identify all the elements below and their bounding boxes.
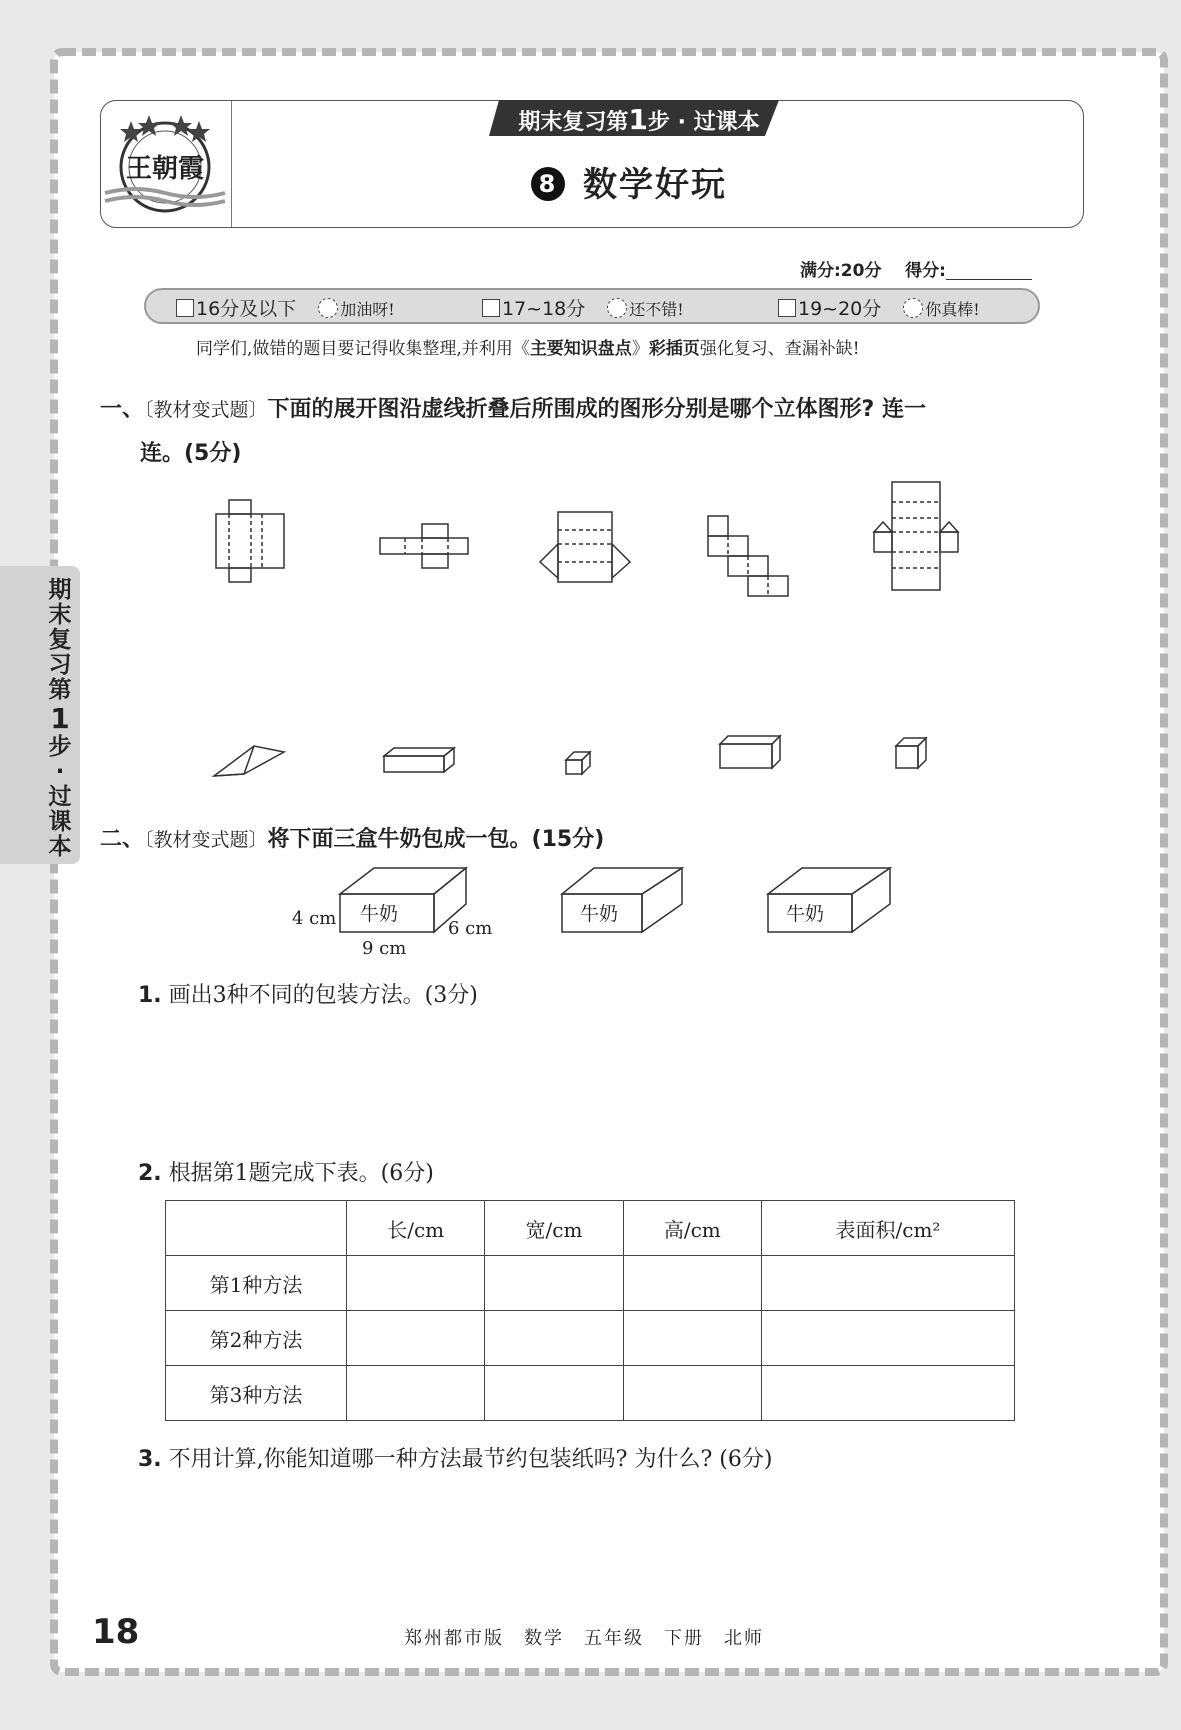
net-5 (874, 482, 958, 590)
milk-box-2 (562, 868, 682, 932)
nets-and-solids (200, 478, 1000, 798)
net-2 (380, 524, 468, 568)
step-banner-text: 期末复习第1步 · 过课本 (518, 103, 760, 136)
smile-icon (607, 298, 627, 318)
grade-item: 19~20分 你真棒! (778, 294, 980, 321)
svg-text:9 cm: 9 cm (362, 938, 407, 959)
svg-text:牛奶: 牛奶 (786, 903, 825, 925)
score-blank[interactable] (946, 261, 1032, 280)
svg-text:6 cm: 6 cm (448, 918, 493, 939)
milk-box-1 (292, 868, 492, 959)
grade-item: 16分及以下 加油呀! (176, 294, 395, 321)
table-row: 第3种方法 (166, 1366, 1015, 1421)
solid-triangular-prism (214, 746, 284, 776)
seal-logo-icon (101, 101, 231, 227)
sub-question-1: 1. 画出3种不同的包装方法。(3分) (138, 983, 478, 1008)
milk-boxes (280, 858, 920, 962)
notice-text: 同学们,做错的题目要记得收集整理,并利用《主要知识盘点》彩插页强化复习、查漏补缺! (196, 339, 860, 359)
net-1 (216, 500, 284, 582)
svg-text:4 cm: 4 cm (292, 908, 337, 929)
question-1: 一、〔教材变式题〕下面的展开图沿虚线折叠后所围成的图形分别是哪个立体图形? 连一 (100, 397, 926, 422)
page-number: 18 (92, 1612, 140, 1652)
svg-text:牛奶: 牛奶 (580, 903, 619, 925)
svg-text:牛奶: 牛奶 (360, 903, 399, 925)
answer-table (165, 1200, 1015, 1421)
solid-cuboid-long (384, 748, 454, 772)
table-row: 第1种方法 (166, 1256, 1015, 1311)
net-3 (540, 512, 630, 582)
grade-bar (144, 288, 1040, 324)
table-header-row: 长/cm 宽/cm 高/cm 表面积/cm² (166, 1201, 1015, 1256)
smile-icon (903, 298, 923, 318)
lesson-header (100, 100, 1084, 228)
lesson-number-badge: 8 (531, 167, 565, 201)
sub-question-2: 2. 根据第1题完成下表。(6分) (138, 1161, 434, 1186)
footer-info: 郑州都市版 数学 五年级 下册 北师 (404, 1628, 764, 1649)
logo (101, 101, 232, 227)
score-line: 满分:20分 得分: (800, 256, 1032, 281)
solid-cube (896, 738, 926, 768)
smile-icon (318, 298, 338, 318)
checkbox[interactable] (176, 299, 194, 317)
table-row: 第2种方法 (166, 1311, 1015, 1366)
checkbox[interactable] (482, 299, 500, 317)
question-2: 二、〔教材变式题〕将下面三盒牛奶包成一包。(15分) (100, 827, 605, 852)
solid-cube-small (566, 752, 590, 774)
page-title: 8 数学好玩 (531, 157, 727, 206)
logo-text: 王朝霞 (125, 154, 205, 184)
milk-box-3 (768, 868, 890, 932)
sub-question-3: 3. 不用计算,你能知道哪一种方法最节约包装纸吗? 为什么? (6分) (138, 1447, 773, 1472)
solid-cuboid-tall (720, 736, 780, 768)
side-tab-label: 期 末 复 习 第 1 步· 过 课 本 (48, 577, 72, 860)
checkbox[interactable] (778, 299, 796, 317)
grade-item: 17~18分 还不错! (482, 294, 684, 321)
net-4 (708, 516, 788, 596)
question-1-cont: 连。(5分) (140, 441, 242, 466)
